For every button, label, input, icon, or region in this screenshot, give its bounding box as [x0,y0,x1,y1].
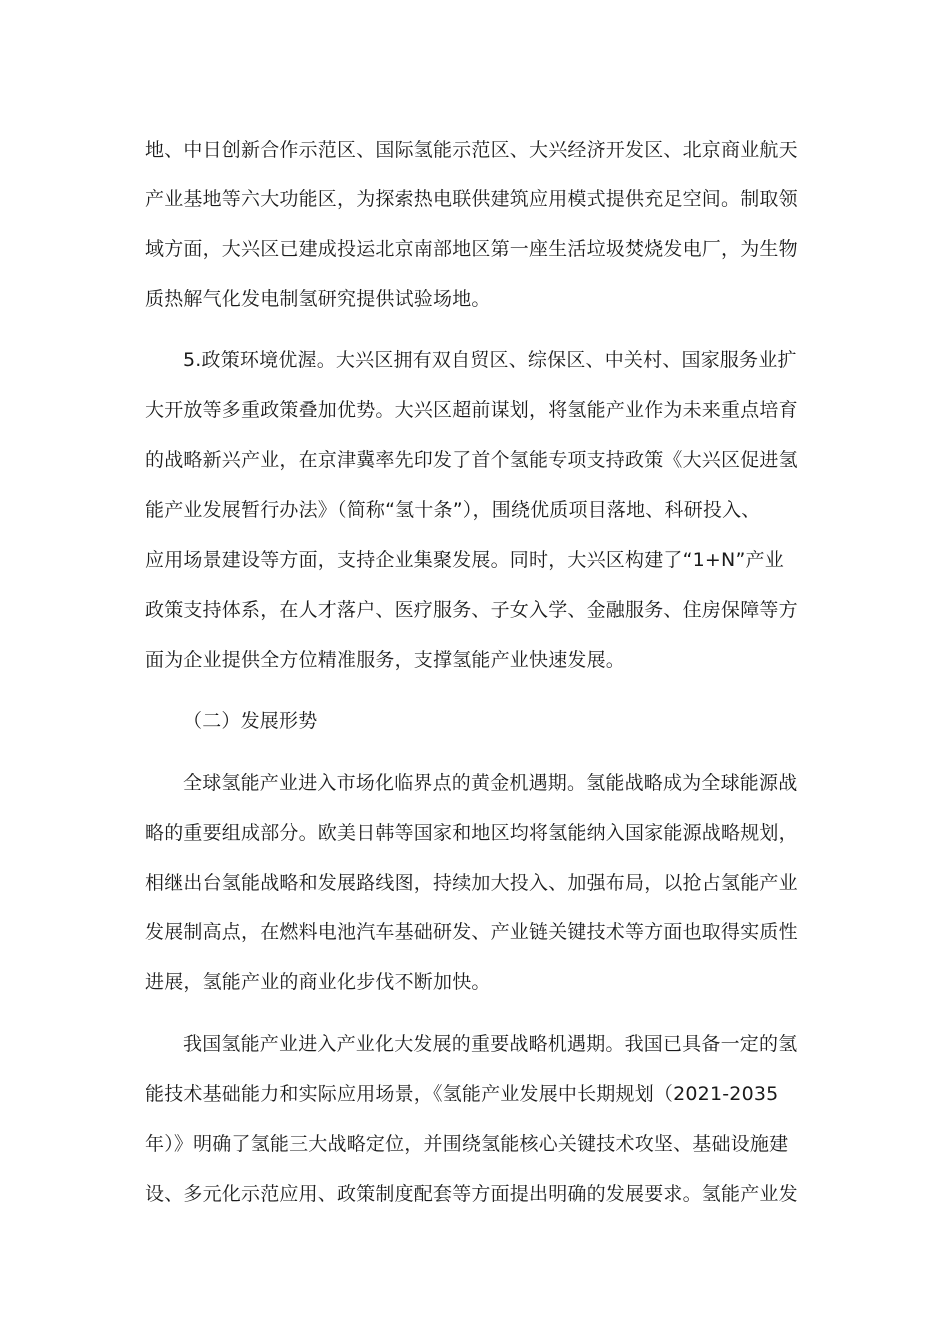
paragraph-line: 面为企业提供全方位精准服务，支撑氢能产业快速发展。 [145,649,626,671]
paragraph-line: 全球氢能产业进入市场化临界点的黄金机遇期。氢能战略成为全球能源战 [183,772,798,794]
paragraph-line: 5.政策环境优渥。大兴区拥有双自贸区、综保区、中关村、国家服务业扩 [183,349,797,371]
paragraph-line: 略的重要组成部分。欧美日韩等国家和地区均将氢能纳入国家能源战略规划， [145,822,798,844]
paragraph-line: 质热解气化发电制氢研究提供试验场地。 [145,288,491,310]
paragraph-line: 相继出台氢能战略和发展路线图，持续加大投入、加强布局，以抢占氢能产业 [145,872,798,894]
paragraph-line: 发展制高点，在燃料电池汽车基础研发、产业链关键技术等方面也取得实质性 [145,921,798,943]
paragraph-line: 我国氢能产业进入产业化大发展的重要战略机遇期。我国已具备一定的氢 [183,1033,798,1055]
paragraph-line: 能产业发展暂行办法》（简称“氢十条”），围绕优质项目落地、科研投入、 [145,499,761,521]
section-heading: （二）发展形势 [183,710,318,732]
paragraph-line: 进展，氢能产业的商业化步伐不断加快。 [145,971,491,993]
paragraph-line: 应用场景建设等方面，支持企业集聚发展。同时，大兴区构建了“1+N”产业 [145,549,784,571]
paragraph-line: 大开放等多重政策叠加优势。大兴区超前谋划，将氢能产业作为未来重点培育 [145,399,798,421]
paragraph-line: 产业基地等六大功能区，为探索热电联供建筑应用模式提供充足空间。制取领 [145,188,798,210]
paragraph-line: 设、多元化示范应用、政策制度配套等方面提出明确的发展要求。氢能产业发 [145,1183,798,1205]
paragraph-line: 年）》明确了氢能三大战略定位，并围绕氢能核心关键技术攻坚、基础设施建 [145,1133,789,1155]
paragraph-line: 能技术基础能力和实际应用场景，《氢能产业发展中长期规划（2021-2035 [145,1083,779,1105]
paragraph-line: 地、中日创新合作示范区、国际氢能示范区、大兴经济开发区、北京商业航天 [145,139,798,161]
paragraph-line: 的战略新兴产业，在京津冀率先印发了首个氢能专项支持政策《大兴区促进氢 [145,449,798,471]
paragraph-line: 域方面，大兴区已建成投运北京南部地区第一座生活垃圾焚烧发电厂，为生物 [145,238,798,260]
paragraph-line: 政策支持体系，在人才落户、医疗服务、子女入学、金融服务、住房保障等方 [145,599,798,621]
